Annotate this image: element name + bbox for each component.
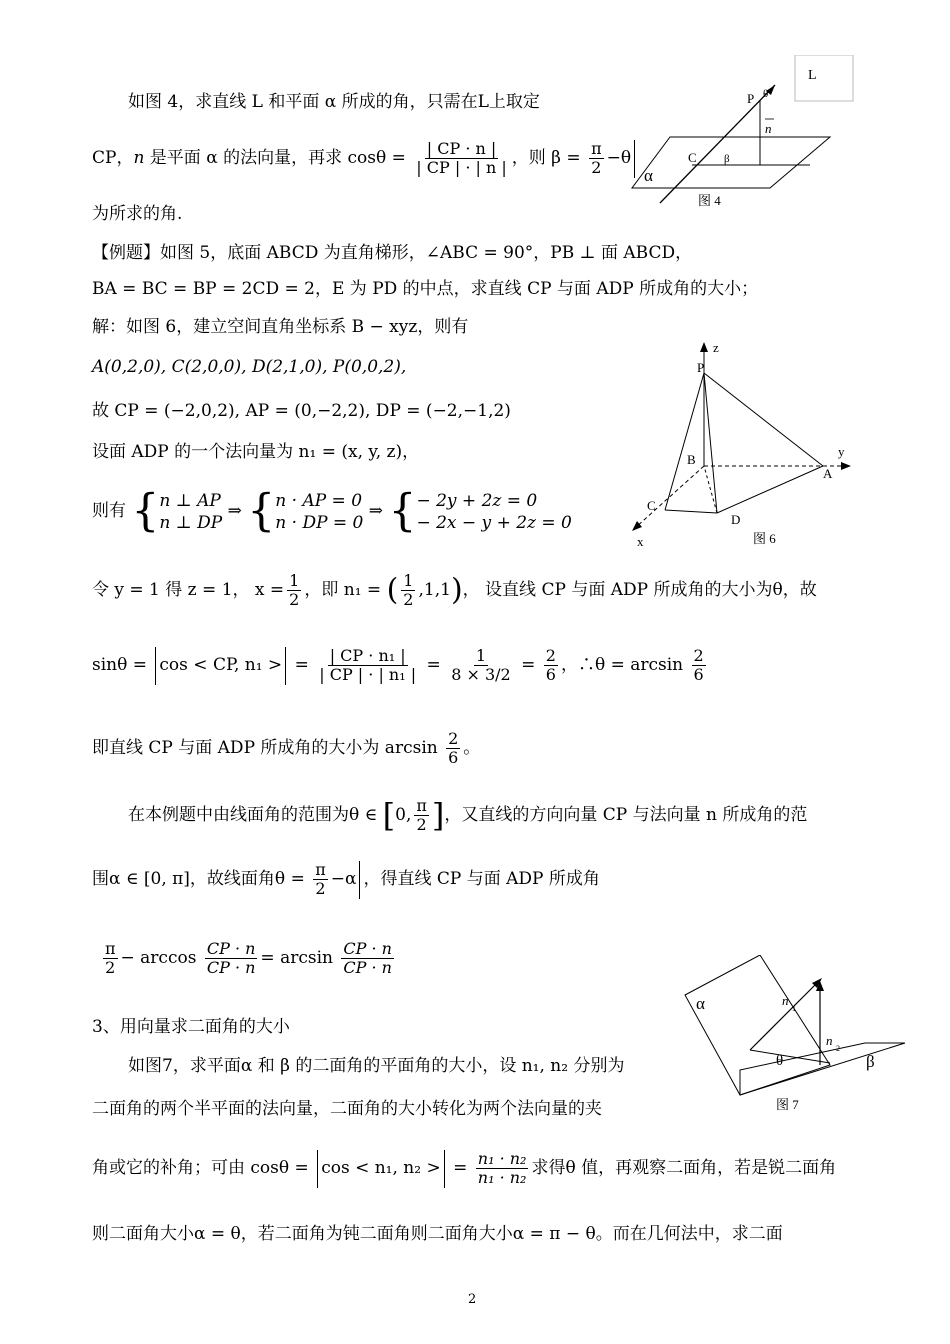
para1-line1 xyxy=(128,91,540,113)
section3-line4-text: 则二面角大小α = θ，若二面角为钝二面角则二面角大小α = π − θ。而在几何法中，求二面 xyxy=(92,1224,783,1244)
fig4-label-theta: θ xyxy=(763,88,769,100)
fig7-plane-beta xyxy=(740,1043,905,1095)
solution-line1-text: 解：如图 6，建立空间直角坐标系 B − xyz，则有 xyxy=(92,317,469,337)
range-line2-c: ，得直线 CP 与面 ADP 所成角 xyxy=(363,869,600,889)
sin-frac3 xyxy=(544,647,558,684)
cos-den: | CP | · | n | xyxy=(416,158,507,177)
figure-7-svg xyxy=(680,955,910,1115)
sin-den4: 6 xyxy=(693,665,704,684)
concl-den: 6 xyxy=(448,748,459,767)
let-vec-den: 2 xyxy=(403,590,414,609)
range-frac1 xyxy=(414,797,429,834)
fig4-label-P: P xyxy=(747,91,755,106)
fig6-y-arrow xyxy=(841,462,851,470)
range-num4: CP · n xyxy=(343,939,392,958)
cos-num: | CP · n | xyxy=(426,139,497,158)
fig6-z-arrow xyxy=(700,342,708,352)
fig6-edge-PA xyxy=(704,373,823,466)
range-pi-den: 2 xyxy=(105,958,116,977)
fig7-label-alpha: α xyxy=(696,994,705,1013)
sys1-a: n ⊥ AP xyxy=(159,490,221,511)
fig6-label-x: x xyxy=(637,534,644,549)
beta-fraction xyxy=(589,140,604,177)
para1-line1-text: 如图 4，求直线 L 和平面 α 所成的角，只需在L上取定 xyxy=(128,92,540,112)
fig6-label-A: A xyxy=(823,466,833,481)
solution-line4-text: 设面 ADP 的一个法向量为 n₁ = (x, y, z)， xyxy=(92,442,420,462)
system-2 xyxy=(275,490,363,534)
example-line1 xyxy=(92,242,692,264)
range-line2 xyxy=(92,857,600,901)
fig6-edge-PD xyxy=(704,373,717,513)
figure-6 xyxy=(625,338,865,553)
fig4-label-n: n xyxy=(765,121,772,136)
concl-end: 。 xyxy=(463,738,481,758)
solution-conclusion xyxy=(92,726,480,770)
implies-2: ⇒ xyxy=(368,501,384,521)
figure-6-svg xyxy=(625,338,865,553)
fig6-label-D: D xyxy=(731,512,741,527)
sys1-b: n ⊥ DP xyxy=(159,512,223,533)
example-line1-text: 【例题】如图 5，底面 ABCD 为直角梯形，∠ABC = 90°，PB ⊥ 面 ABCD， xyxy=(92,243,693,263)
sin-num1: | CP · n₁ | xyxy=(329,646,406,665)
brace-3: { xyxy=(388,485,417,537)
range-num1: π xyxy=(416,796,427,815)
sin-num4: 2 xyxy=(693,646,704,665)
para1-n: n xyxy=(133,148,145,168)
para1-line3-text: 为所求的角. xyxy=(92,204,183,224)
para1-mid: 是平面 α 的法向量，再求 cosθ = xyxy=(144,148,406,168)
sin-num2: 1 xyxy=(475,646,487,665)
sin-eq2: = xyxy=(426,655,441,675)
beta-den: 2 xyxy=(591,158,602,177)
section3-line3 xyxy=(92,1138,836,1198)
range-num2: π xyxy=(315,860,326,879)
brace-2: { xyxy=(247,485,276,537)
section3-line3-b: 求得θ 值，再观察二面角，若是锐二面角 xyxy=(531,1158,837,1178)
range-arccos: − arccos xyxy=(120,948,197,968)
fig7-label-n2-sub: 2 xyxy=(836,1044,840,1053)
para1-then: ，则 β = xyxy=(511,148,581,168)
range-line2-b: −α xyxy=(330,869,357,889)
fig6-label-C: C xyxy=(647,498,656,513)
fig6-edge-CD xyxy=(665,510,717,513)
fig6-label-P: P xyxy=(697,360,705,375)
range-num3: CP · n xyxy=(206,939,256,958)
s3-bar-l xyxy=(317,1150,318,1188)
section3-line2-text: 二面角的两个半平面的法向量，二面角的大小转化为两个法向量的夹 xyxy=(92,1099,602,1119)
fig4-label-box xyxy=(795,55,853,101)
solution-line1 xyxy=(92,316,468,338)
example-line2-text: BA = BC = BP = 2CD = 2，E 为 PD 的中点，求直线 CP 与面 ADP 所成角的大小； xyxy=(92,279,759,299)
sin-eq1: = xyxy=(294,655,309,675)
fig4-plane-alpha xyxy=(632,137,830,188)
fig6-label-z: z xyxy=(713,340,719,355)
range-den4: CP · n xyxy=(343,958,392,977)
range-frac2 xyxy=(313,861,328,898)
solution-sin-line xyxy=(92,636,709,694)
range-pi-num: π xyxy=(105,939,116,958)
fig4-caption: 图 4 xyxy=(698,193,721,208)
brace-1: { xyxy=(131,485,160,537)
let-frac xyxy=(287,572,301,609)
solution-line4 xyxy=(92,441,419,463)
fig7-normal-n1 xyxy=(750,980,820,1050)
fig6-label-B: B xyxy=(687,452,696,467)
range-arcsin: = arcsin xyxy=(260,948,333,968)
section3-frac xyxy=(476,1150,529,1187)
fig7-label-beta: β xyxy=(866,1052,875,1071)
fig7-base-line xyxy=(750,1050,830,1063)
beta-tail: −θ xyxy=(606,148,632,168)
sin-eq3: = xyxy=(521,655,536,675)
para1-line3 xyxy=(92,203,182,225)
range-den1: 2 xyxy=(416,815,427,834)
section3-heading-text: 3、用向量求二面角的大小 xyxy=(92,1017,290,1037)
section3-cos: cos < n₁, n₂ > xyxy=(321,1158,441,1178)
range-den3: CP · n xyxy=(206,958,256,977)
sys3-a: − 2y + 2z = 0 xyxy=(416,490,538,511)
figure-4 xyxy=(620,55,860,215)
sys2-b: n · DP = 0 xyxy=(275,512,364,533)
section3-line1 xyxy=(128,1055,624,1077)
figure-7 xyxy=(680,955,910,1115)
sin-bar-r xyxy=(285,647,286,685)
fig4-label-beta: β xyxy=(724,153,730,165)
fig4-line-L xyxy=(660,85,775,203)
solution-line2-text: A(0,2,0), C(2,0,0), D(2,1,0), P(0,0,2), xyxy=(92,357,407,377)
range-line2-a: 围α ∈ [0, π]，故线面角θ = xyxy=(92,869,305,889)
let-vec-num: 1 xyxy=(403,571,414,590)
section3-heading xyxy=(92,1016,290,1038)
page-number: 2 xyxy=(468,1292,477,1307)
solution-line2 xyxy=(92,356,406,378)
fig6-label-y: y xyxy=(838,444,845,459)
range-den2: 2 xyxy=(315,879,326,898)
sin-bar-l xyxy=(155,647,156,685)
fig6-edge-PC xyxy=(665,373,704,510)
section3-line2 xyxy=(92,1098,602,1120)
concl-frac xyxy=(446,730,460,767)
para1-cp: CP， xyxy=(92,148,134,168)
range-line1: 在本例题中由线面角的范围为θ ∈ [0, $\frac{\pi}{2}$ ]，又直线的方向向量 CP 与法向量 n 所成角的范 xyxy=(128,796,808,835)
fig7-label-n2: n xyxy=(826,1033,833,1048)
fig7-label-n1: n xyxy=(782,993,789,1008)
section3-num: n₁ · n₂ xyxy=(477,1149,527,1168)
figure-4-svg xyxy=(620,55,860,215)
range-frac3 xyxy=(205,940,258,977)
sin-cos: cos < CP, n₁ > xyxy=(159,655,283,675)
let-a: 令 y = 1 得 z = 1， x = xyxy=(92,580,285,600)
fig4-label-alpha: α xyxy=(644,166,653,185)
concl-text: 即直线 CP 与面 ADP 所成角的大小为 arcsin xyxy=(92,738,438,758)
section3-den: n₁ · n₂ xyxy=(477,1168,527,1187)
section3-line1-text: 如图7，求平面α 和 β 的二面角的平面角的大小，设 n₁, n₂ 分别为 xyxy=(128,1056,625,1076)
let-frac-num: 1 xyxy=(289,571,300,590)
sin-frac4 xyxy=(692,647,706,684)
range-line1-b: ，又直线的方向向量 CP 与法向量 n 所成角的范 xyxy=(444,805,808,825)
fig6-x-axis xyxy=(635,466,704,528)
fig4-label-C: C xyxy=(688,150,697,165)
concl-num: 2 xyxy=(448,729,459,748)
section3-eq: = xyxy=(453,1158,468,1178)
sin-frac1 xyxy=(317,647,418,684)
solution-system xyxy=(92,486,572,536)
let-frac-den: 2 xyxy=(289,590,300,609)
para1-line2 xyxy=(92,136,638,180)
then-label: 则有 xyxy=(92,501,126,521)
sys3-b: − 2x − y + 2z = 0 xyxy=(416,512,572,533)
system-3 xyxy=(416,490,571,534)
solution-let-line: 令 y = 1 得 z = 1， x = $\frac{1}{2}$ ，即 n₁ = ( $\frac{1}{2}$ ,1,1)， 设直线 CP 与面 ADP 所成角的大小为θ，故 xyxy=(92,571,817,609)
range-frac4 xyxy=(341,940,394,977)
fig4-label-L: L xyxy=(808,68,817,83)
system-1 xyxy=(159,490,222,534)
let-b: ，即 n₁ = xyxy=(304,580,382,600)
let-vec-tail: 1,1 xyxy=(423,580,451,600)
range-line1-a: 在本例题中由线面角的范围为θ ∈ xyxy=(128,805,378,825)
range-line3 xyxy=(100,928,397,988)
sys2-a: n · AP = 0 xyxy=(275,490,363,511)
sin-den1: | CP | · | n₁ | xyxy=(319,665,417,684)
sin-so: ，∴θ = arcsin xyxy=(560,655,684,675)
fig6-caption: 图 6 xyxy=(753,531,776,546)
implies-1: ⇒ xyxy=(227,501,242,521)
sin-frac2 xyxy=(449,647,513,684)
sin-num3: 2 xyxy=(545,646,556,665)
cos-fraction xyxy=(414,140,508,177)
beta-num: π xyxy=(591,139,602,158)
sin-lead: sinθ = xyxy=(92,655,147,675)
section3-line4 xyxy=(92,1223,783,1245)
section3-line3-a: 角或它的补角；可由 cosθ = xyxy=(92,1158,309,1178)
sin-den2: 8 × 3/2 xyxy=(451,665,511,684)
fig7-label-theta: θ xyxy=(776,1053,784,1069)
solution-line3-text: 故 CP = (−2,0,2), AP = (0,−2,2), DP = (−2,−1,2) xyxy=(92,401,511,421)
example-line2 xyxy=(92,278,758,300)
solution-line3 xyxy=(92,400,511,422)
fig6-edge-DA xyxy=(717,466,823,513)
let-vec-frac xyxy=(401,572,415,609)
sin-den3: 6 xyxy=(545,665,556,684)
range-bar xyxy=(359,861,360,899)
s3-bar-r xyxy=(444,1150,445,1188)
let-c: ， 设直线 CP 与面 ADP 所成角的大小为θ，故 xyxy=(462,580,817,600)
fig7-caption: 图 7 xyxy=(776,1097,799,1112)
fig7-label-n1-sub: 1 xyxy=(792,1004,796,1013)
range-pi-frac xyxy=(103,940,118,977)
